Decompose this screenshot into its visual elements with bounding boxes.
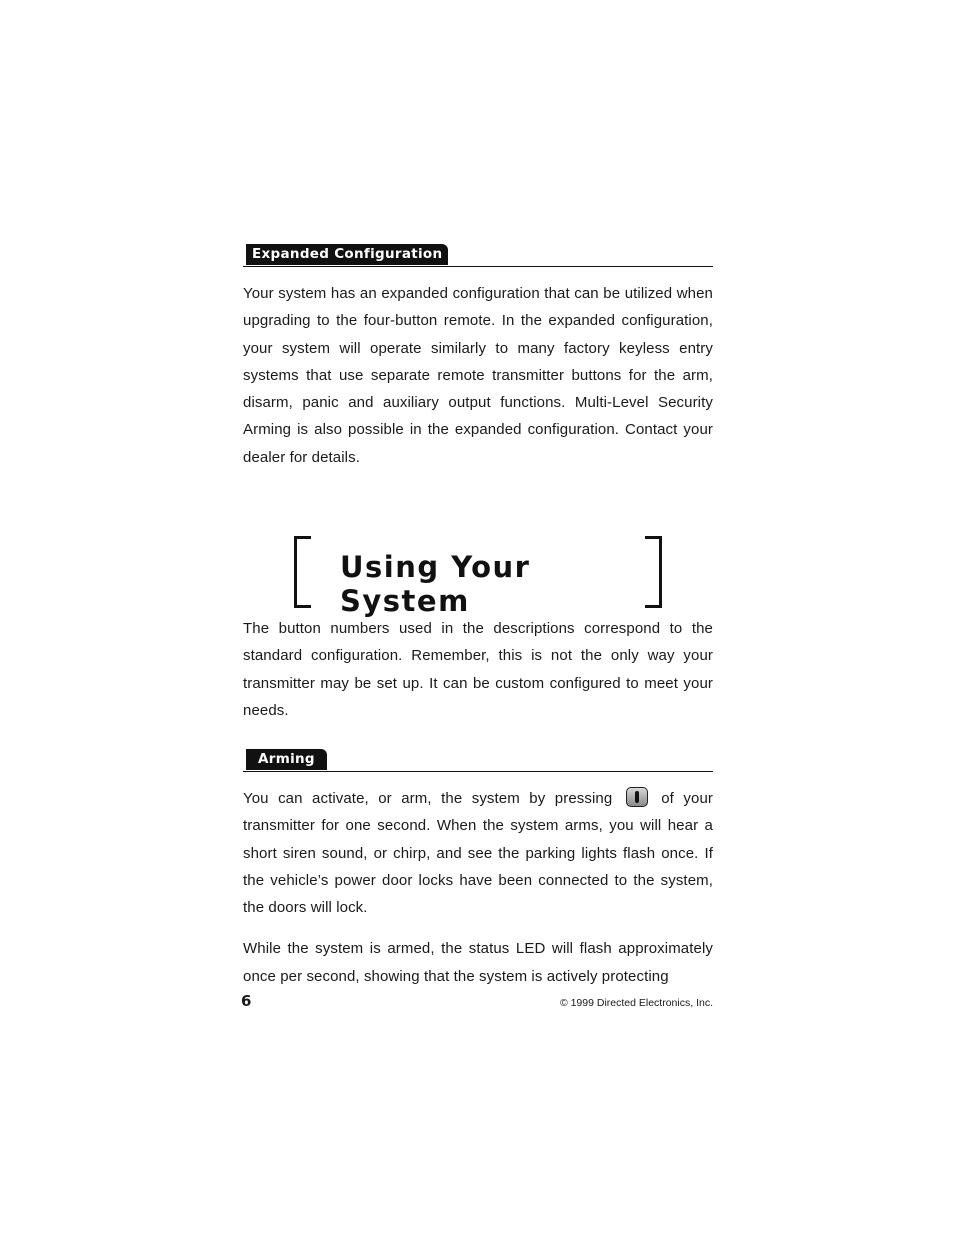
section-tab-arming — [243, 749, 713, 772]
expanded-configuration-body — [243, 280, 713, 471]
paragraph-text: of your transmitter for one second. When the system arms, you will hear a short siren sound, or chirp, and see the parking lights flash once. If the vehicle’s power door locks have been connected to the system, the doors will lock. — [243, 790, 713, 917]
paragraph: While the system is armed, the status LED will flash approximately once per second, showing that the system is actively protecting — [243, 940, 713, 985]
transmitter-button-1-icon — [626, 787, 648, 807]
using-system-body — [243, 615, 713, 724]
page-title: Using Your System — [340, 550, 531, 618]
copyright-notice: © 1999 Directed Electronics, Inc. — [559, 997, 713, 1009]
section-heading-frame — [294, 536, 662, 618]
section-tab-expanded-configuration — [243, 244, 713, 267]
section-tab-label: Arming — [246, 749, 327, 770]
paragraph — [243, 785, 713, 921]
section-tab-label: Expanded Configuration — [246, 244, 448, 265]
page-number: 6 — [241, 992, 252, 1010]
paragraph-text: You can activate, or arm, the system by pressing — [243, 790, 613, 807]
paragraph: Your system has an expanded configuration that can be utilized when upgrading to the four-button remote. In the expanded configuration, your system will operate similarly to many factory keyless entry systems that use separate remote transmitter buttons for the arm, disarm, panic and auxiliary output functions. Multi-Level Security Arming is also possible in the expanded configuration. Contact your dealer for details. — [243, 285, 713, 466]
paragraph: The button numbers used in the descriptions correspond to the standard configuration. Remember, this is not the only way your transmitter may be set up. It can be custom configured to meet your needs. — [243, 620, 713, 719]
left-bracket — [294, 536, 311, 608]
right-bracket — [645, 536, 662, 608]
arming-body — [243, 785, 713, 990]
